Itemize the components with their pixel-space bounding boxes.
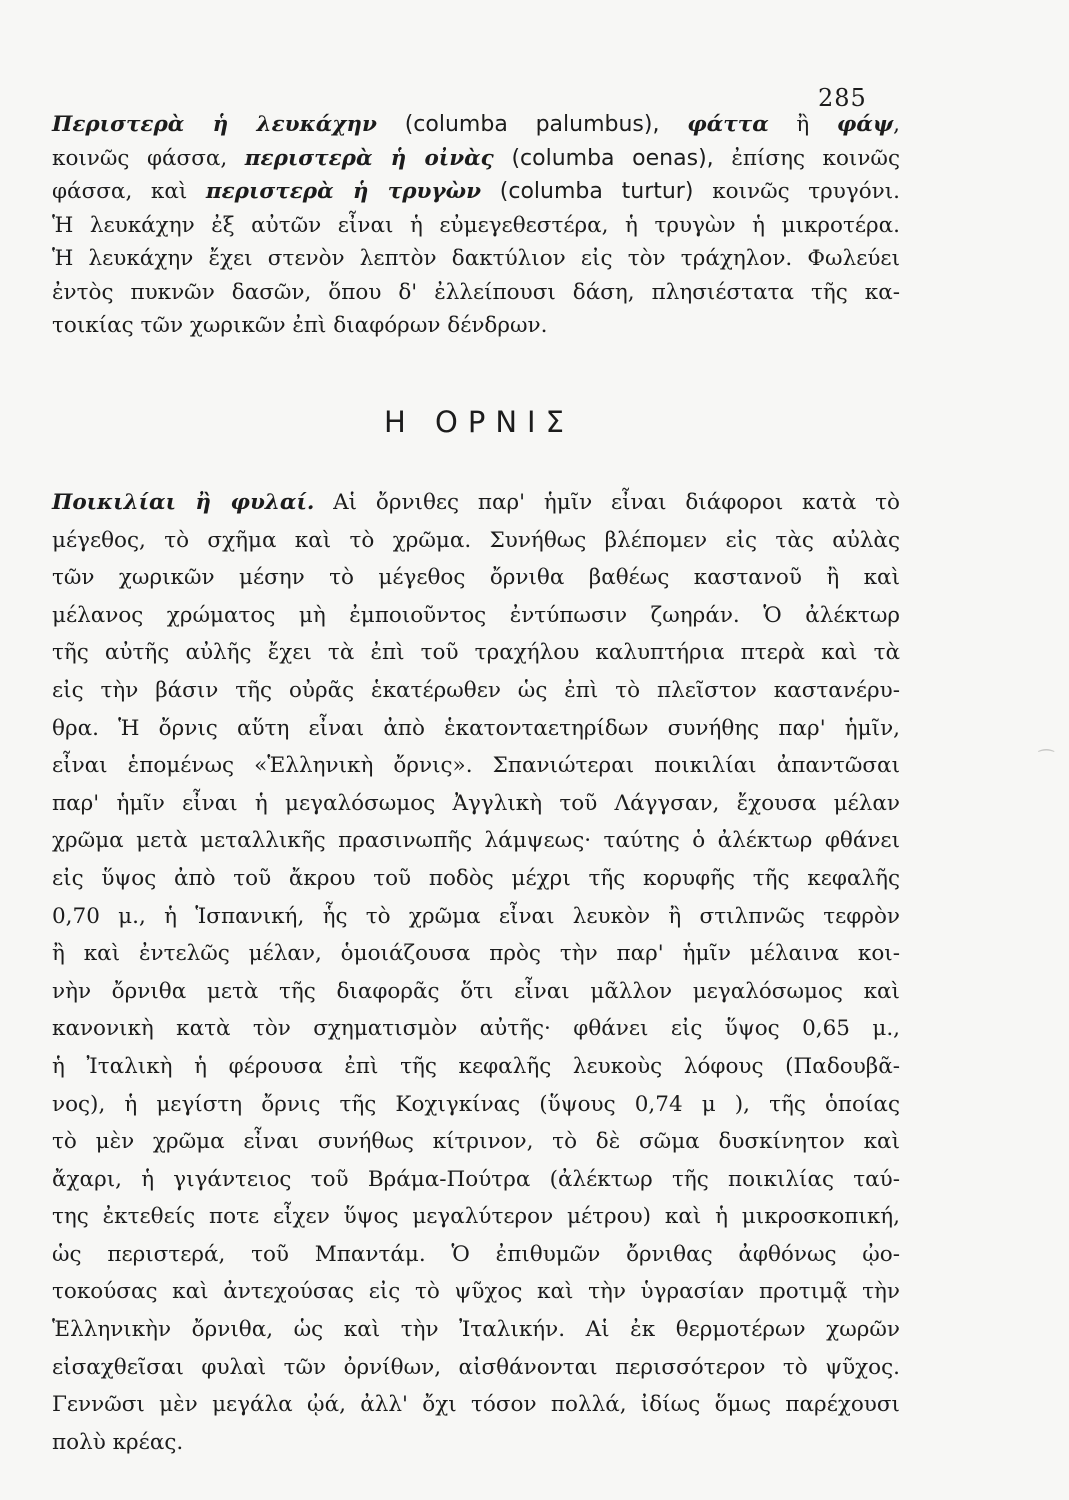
text-span: παρ' ἡμῖν εἶναι ἡ μεγαλόσωμος Ἀγγλικὴ τοῦ Λάγγσαν, ἔχουσα μέλαν [52,790,900,816]
text-line [52,1161,900,1199]
text-line [52,142,900,176]
text-line [52,634,900,672]
text-span: Ἡ λευκάχην ἐξ αὐτῶν εἶναι ἡ εὐμεγεθεστέρα, ἡ τρυγὼν ἡ μικροτέρα. [52,212,900,238]
text-span: φάσσα, καὶ [52,179,206,204]
text-line [52,1273,900,1311]
text-line [52,522,900,560]
text-span: εἶναι ἑπομένως «Ἑλληνικὴ ὄρνις». Σπανιώτεραι ποικιλίαι ἀπαντῶσαι [52,753,900,779]
text-span: μέγεθος, τὸ σχῆμα καὶ τὸ χρῶμα. Συνήθως βλέπομεν εἰς τὰς αὐλὰς [52,527,900,553]
text-span: ἢ [768,112,837,137]
text-span: (columba turtur) [481,179,713,204]
text-line [52,672,900,710]
text-span: εἰς τὴν βάσιν τῆς οὐρᾶς ἑκατέρωθεν ὡς ἐπὶ τὸ πλεῖστον καστανέρυ- [52,677,900,703]
text-span: τῶν χωρικῶν μέσην τὸ μέγεθος ὄρνιθα βαθέως καστανοῦ ἢ καὶ [52,565,900,591]
text-span: ἢ καὶ ἐντελῶς μέλαν, ὁμοιάζουσα πρὸς τὴν παρ' ἡμῖν μέλαινα κοι- [52,941,900,967]
emphasized-term: φάττα [687,112,769,137]
text-line [52,1010,900,1048]
text-line [52,242,900,276]
text-line [52,785,900,823]
text-line [52,175,900,209]
text-span: κοινῶς τρυγόνι. [712,179,900,204]
text-line [52,822,900,860]
text-span: τῆς αὐτῆς αὐλῆς ἔχει τὰ ἐπὶ τοῦ τραχήλου καλυπτήρια πτερὰ καὶ τὰ [52,640,900,666]
text-line [52,484,900,522]
text-line [52,559,900,597]
text-span: Ἡ λευκάχην ἔχει στενὸν λεπτὸν δακτύλιον εἰς τὸν τράχηλον. Φωλεύει [52,246,900,271]
text-span: Ἑλληνικὴν ὄρνιθα, ὡς καὶ τὴν Ἰταλικήν. Αἱ ἐκ θερμοτέρων χωρῶν [52,1317,900,1343]
text-span: ἐπίσης κοινῶς [731,145,900,171]
text-span: εἰσαχθεῖσαι φυλαὶ τῶν ὀρνίθων, αἰσθάνονται περισσότερον τὸ ψῦχος. [52,1354,900,1380]
text-line [52,1086,900,1124]
page-number: 285 [818,84,867,112]
paragraph-hen-breeds [52,484,900,1461]
text-line [52,1349,900,1387]
text-span: κοινῶς φάσσα, [52,145,245,171]
text-line [52,710,900,748]
emphasized-term: περιστερὰ ἡ οἰνὰς [244,145,494,171]
text-line [52,209,900,243]
text-span: (columba oenas), [493,145,732,171]
text-line [52,973,900,1011]
text-span: , [893,112,900,137]
text-span: χρῶμα μετὰ μεταλλικῆς πρασινωπῆς λάμψεως· ταύτης ὁ ἀλέκτωρ φθάνει [52,828,900,854]
text-line [52,1198,900,1236]
section-heading: Η ΟΡΝΙΣ [384,405,574,439]
text-line [52,1048,900,1086]
text-span: (columba palumbus), [376,112,688,137]
text-span: κανονικὴ κατὰ τὸν σχηματισμὸν αὐτῆς· φθάνει εἰς ὕψος 0,65 μ., [52,1016,900,1042]
text-line [52,1123,900,1161]
text-span: μέλανος χρώματος μὴ ἐμποιοῦντος ἐντύπωσιν ζωηράν. Ὁ ἀλέκτωρ [52,602,900,628]
emphasized-term: φάψ [836,112,894,137]
text-line [52,108,900,142]
text-span: τοικίας τῶν χωρικῶν ἐπὶ διαφόρων δένδρων. [52,313,548,338]
text-span: ὡς περιστερά, τοῦ Μπαντάμ. Ὁ ἐπιθυμῶν ὄρνιθας ἀφθόνως ᾠο- [52,1241,900,1267]
text-line [52,1236,900,1274]
text-span: της ἐκτεθείς ποτε εἶχεν ὕψος μεγαλύτερον μέτρου) καὶ ἡ μικροσκοπική, [52,1204,900,1230]
text-line [52,276,900,310]
paragraph-pigeons [52,108,900,343]
text-span: τοκούσας καὶ ἀντεχούσας εἰς τὸ ψῦχος καὶ τὴν ὑγρασίαν προτιμᾷ τὴν [52,1279,900,1305]
text-line [52,1386,900,1424]
page-smudge: ⁔ [1039,732,1054,753]
text-line [52,747,900,785]
text-span: Αἱ ὄρνιθες παρ' ἡμῖν εἶναι διάφοροι κατὰ τὸ [314,490,901,515]
text-span: εἰς ὕψος ἀπὸ τοῦ ἄκρου τοῦ ποδὸς μέχρι τῆς κορυφῆς τῆς κεφαλῆς [52,865,900,891]
emphasized-term: Ποικιλίαι ἢ φυλαί. [52,490,315,515]
text-span: ἡ Ἰταλικὴ ἡ φέρουσα ἐπὶ τῆς κεφαλῆς λευκοὺς λόφους (Παδουβᾶ- [52,1053,900,1079]
text-line [52,309,900,343]
text-span: ἄχαρι, ἡ γιγάντειος τοῦ Βράμα-Πούτρα (ἀλέκτωρ τῆς ποικιλίας ταύ- [52,1166,900,1192]
text-span: τὸ μὲν χρῶμα εἶναι συνήθως κίτρινον, τὸ δὲ σῶμα δυσκίνητον καὶ [52,1129,900,1155]
text-line [52,1311,900,1349]
text-span: Γεννῶσι μὲν μεγάλα ᾠά, ἀλλ' ὄχι τόσον πολλά, ἰδίως ὅμως παρέχουσι [52,1392,900,1418]
text-line [52,1424,900,1462]
text-line [52,935,900,973]
text-span: ἐντὸς πυκνῶν δασῶν, ὅπου δ' ἐλλείπουσι δάση, πλησιέστατα τῆς κα- [52,279,900,305]
text-line [52,860,900,898]
text-span: πολὺ κρέας. [52,1429,184,1455]
text-line [52,597,900,635]
text-span: νος), ἡ μεγίστη ὄρνις τῆς Κοχιγκίνας (ὕψους 0,74 μ ), τῆς ὁποίας [52,1091,900,1117]
emphasized-term: Περιστερὰ ἡ λευκάχην [52,112,377,137]
emphasized-term: περιστερὰ ἡ τρυγὼν [205,179,482,204]
text-span: θρα. Ἡ ὄρνις αὕτη εἶναι ἀπὸ ἑκατονταετηρίδων συνήθης παρ' ἡμῖν, [52,715,900,741]
text-span: νὴν ὄρνιθα μετὰ τῆς διαφορᾶς ὅτι εἶναι μᾶλλον μεγαλόσωμος καὶ [52,978,900,1004]
text-line [52,898,900,936]
text-span: 0,70 μ., ἡ Ἱσπανική, ἧς τὸ χρῶμα εἶναι λευκὸν ἢ στιλπνῶς τεφρὸν [52,903,900,929]
